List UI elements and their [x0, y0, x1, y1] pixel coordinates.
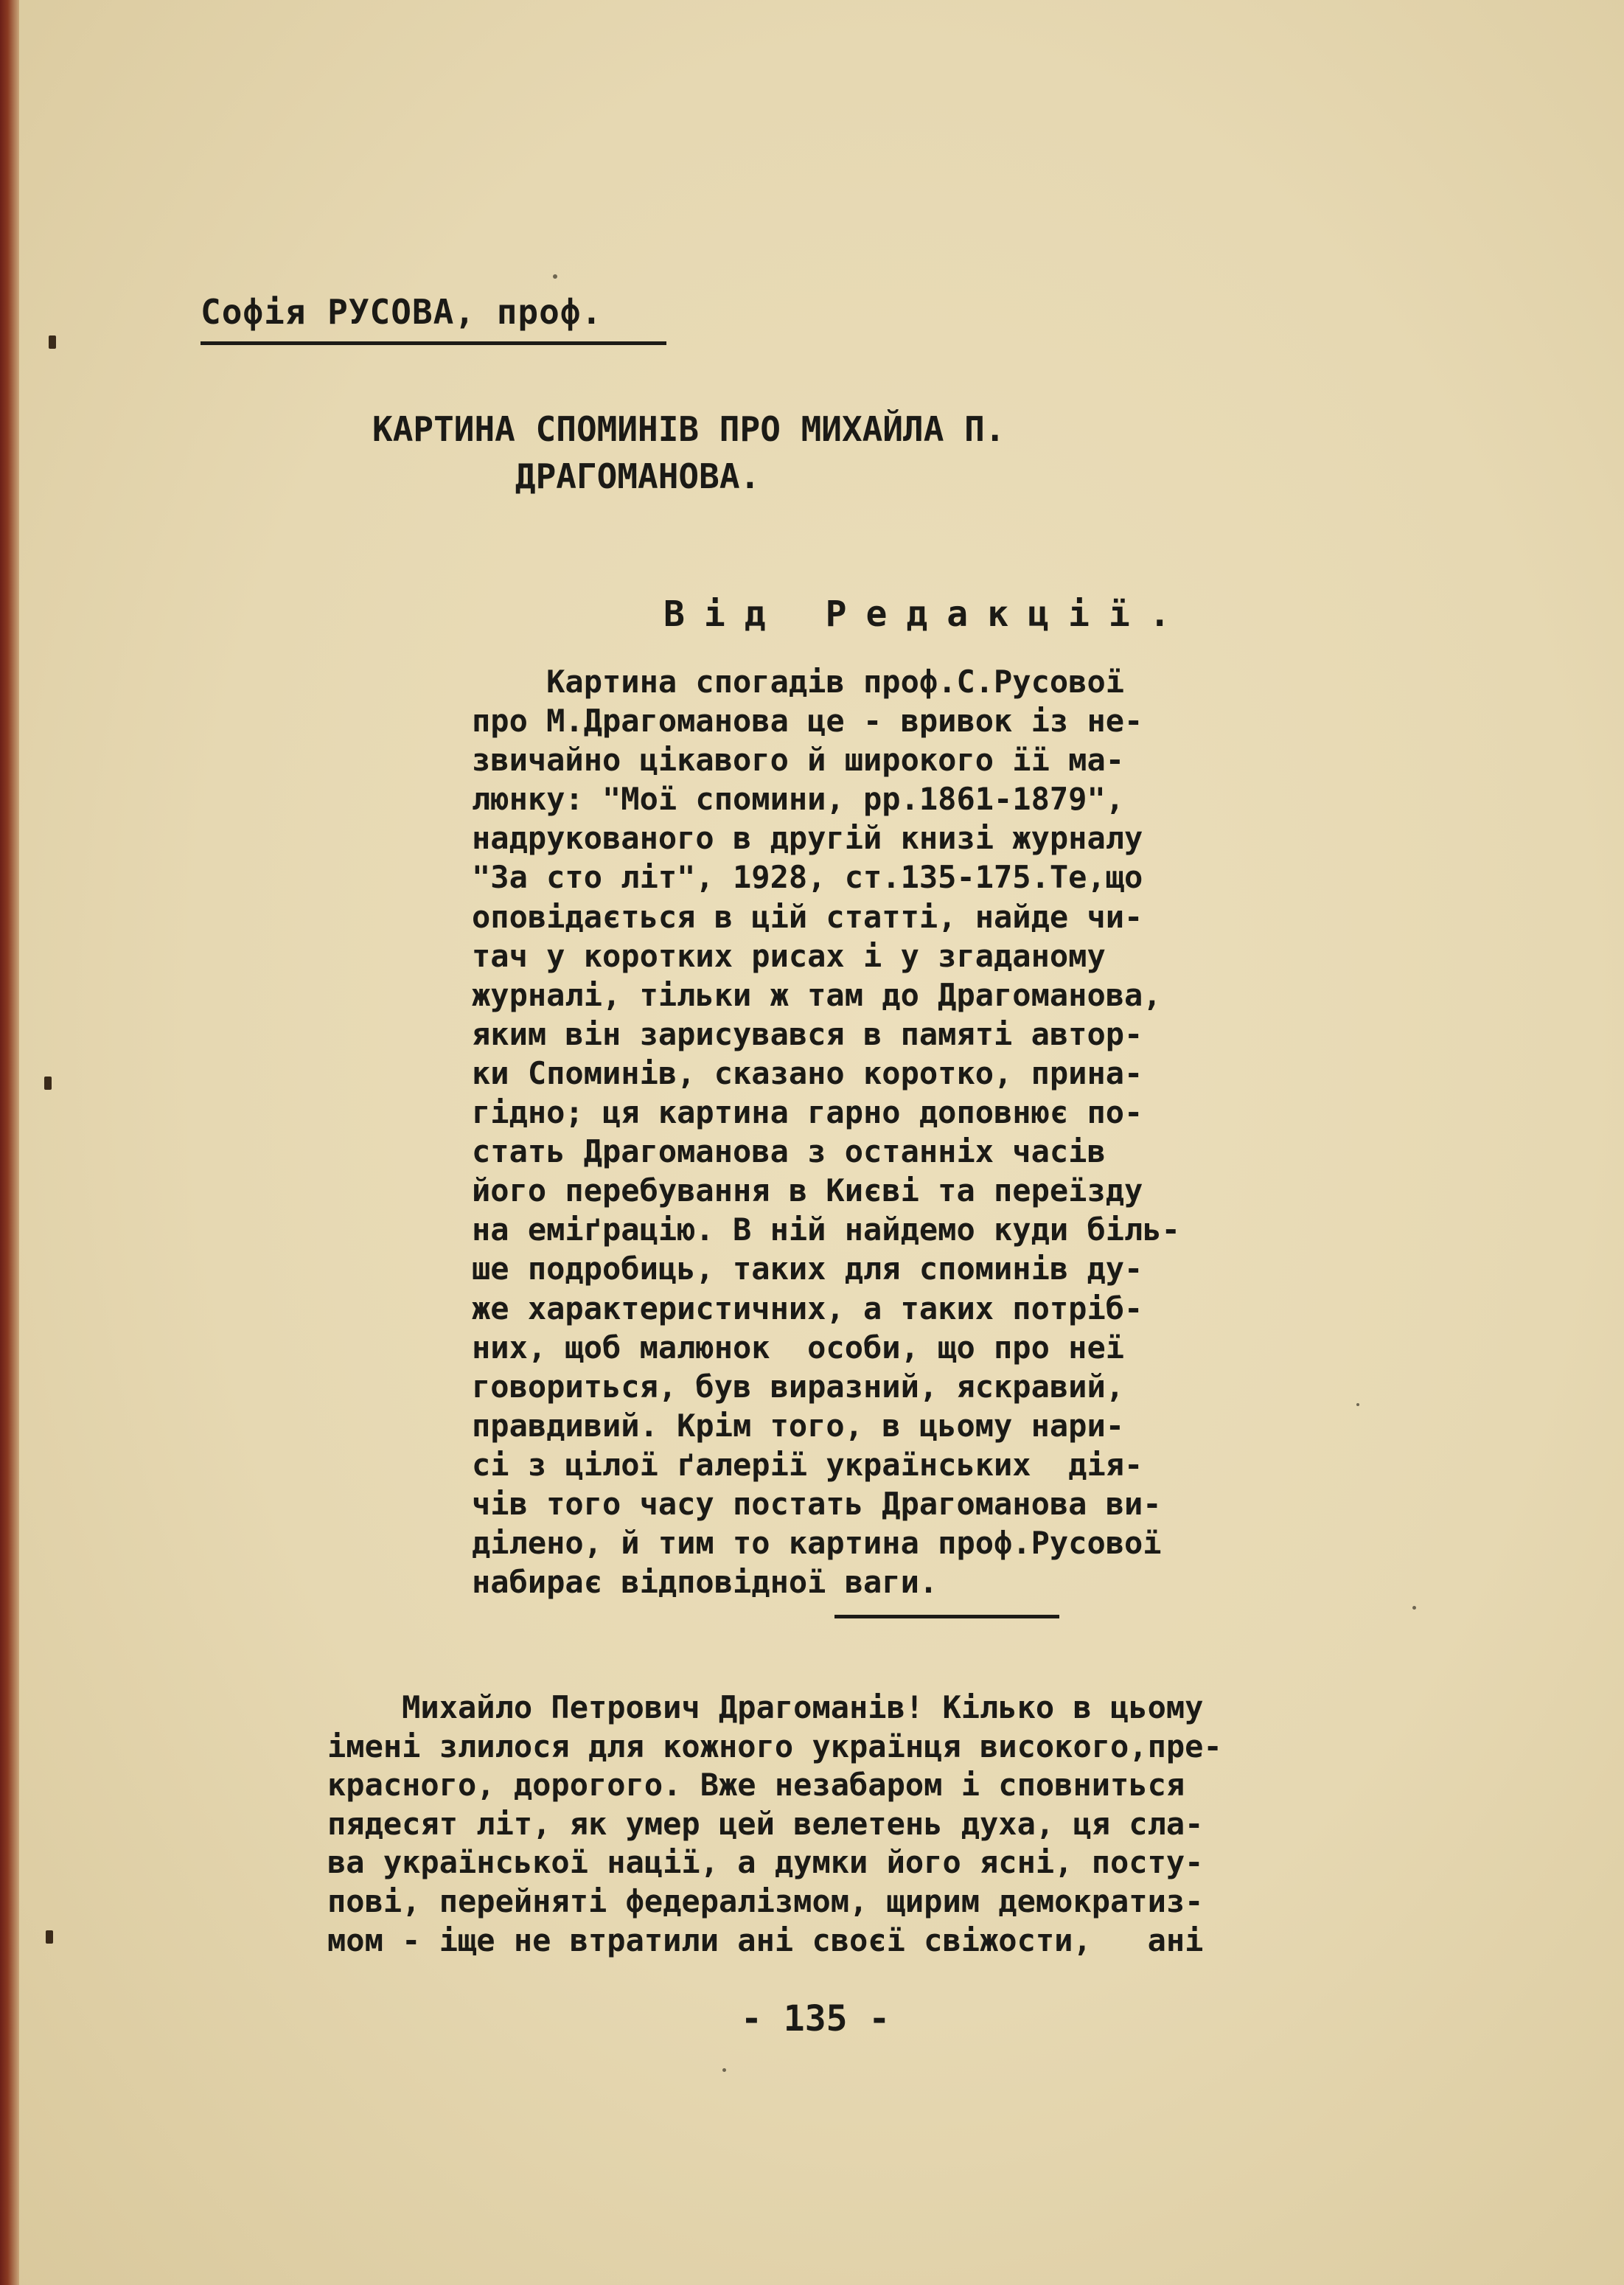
section-divider [834, 1615, 1059, 1618]
book-binding-edge [0, 0, 19, 2285]
article-body [327, 1688, 1389, 1960]
title-line-1: КАРТИНА СПОМИНІВ ПРО МИХАЙЛА П. [372, 409, 1006, 449]
body-line: красного, дорогого. Вже незабаром і сповниться [327, 1767, 1185, 1804]
editorial-line: надрукованого в другій книзі журналу [472, 820, 1143, 857]
editorial-line: правдивий. Крім того, в цьому нари- [472, 1407, 1125, 1444]
author-underline [201, 341, 666, 345]
paper-speck [722, 2068, 726, 2072]
article-title [372, 406, 1006, 500]
editorial-line: "За сто літ", 1928, ст.135-175.Те,що [472, 859, 1143, 896]
editorial-line: яким він зарисувався в памяті автор- [472, 1015, 1143, 1052]
body-line: пові, перейняті федералізмом, щирим демократиз- [327, 1882, 1204, 1919]
editorial-line: них, щоб малюнок особи, що про неї [472, 1329, 1125, 1366]
editorial-line: оповідається в цій статті, найде чи- [472, 898, 1143, 935]
editorial-line: на еміґрацію. В ній найдемо куди біль- [472, 1211, 1180, 1248]
editorial-line: говориться, був виразний, яскравий, [472, 1368, 1125, 1405]
editorial-heading: Від Редакції. [663, 594, 1190, 635]
body-line: Михайло Петрович Драгоманів! Кілько в цьому [327, 1689, 1204, 1725]
editorial-line: журналі, тільки ж там до Драгоманова, [472, 976, 1162, 1013]
body-line: ва української нації, а думки його ясні, посту- [327, 1844, 1204, 1881]
editorial-line: ше подробиць, таких для споминів ду- [472, 1251, 1143, 1287]
editorial-line: люнку: "Мої спомини, pp.1861-1879", [472, 781, 1125, 818]
author-name: Софія РУСОВА, проф. [201, 292, 603, 332]
page-number: - 135 - [741, 1998, 891, 2039]
editorial-line: ділено, й тим то картина проф.Русової [472, 1525, 1162, 1562]
editorial-line: чів того часу постать Драгоманова ви- [472, 1485, 1162, 1522]
editorial-note [472, 662, 1408, 1601]
editorial-line: Картина спогадів проф.С.Русової [472, 664, 1125, 700]
title-line-2: ДРАГОМАНОВА. [515, 456, 761, 496]
editorial-line: звичайно цікавого й широкого її ма- [472, 742, 1125, 779]
body-line: імені злилося для кожного українця високого,пре- [327, 1728, 1222, 1764]
editorial-line: сі з цілої ґалерії українських дія- [472, 1446, 1143, 1483]
paper-speck [553, 274, 557, 279]
editorial-line: стать Драгоманова з останніх часів [472, 1133, 1106, 1170]
paper-speck [1412, 1606, 1416, 1610]
editorial-line: його перебування в Києві та переїзду [472, 1172, 1143, 1209]
binding-mark [49, 335, 56, 349]
editorial-line: тач у коротких рисах і у згаданому [472, 937, 1106, 974]
editorial-line: ки Споминів, сказано коротко, прина- [472, 1054, 1143, 1091]
editorial-line: про М.Драгоманова це - вривок із не- [472, 703, 1143, 740]
binding-mark [44, 1077, 52, 1090]
binding-mark [46, 1930, 53, 1944]
editorial-line: же характеристичних, а таких потріб- [472, 1290, 1143, 1326]
editorial-line: набирає відповідної ваги. [472, 1564, 938, 1601]
editorial-line: гідно; ця картина гарно доповнює по- [472, 1094, 1143, 1131]
body-line: мом - іще не втратили ані своєї свіжости, ані [327, 1921, 1204, 1958]
body-line: пядесят літ, як умер цей велетень духа, ця сла- [327, 1805, 1204, 1842]
paper-speck [1356, 1403, 1359, 1406]
